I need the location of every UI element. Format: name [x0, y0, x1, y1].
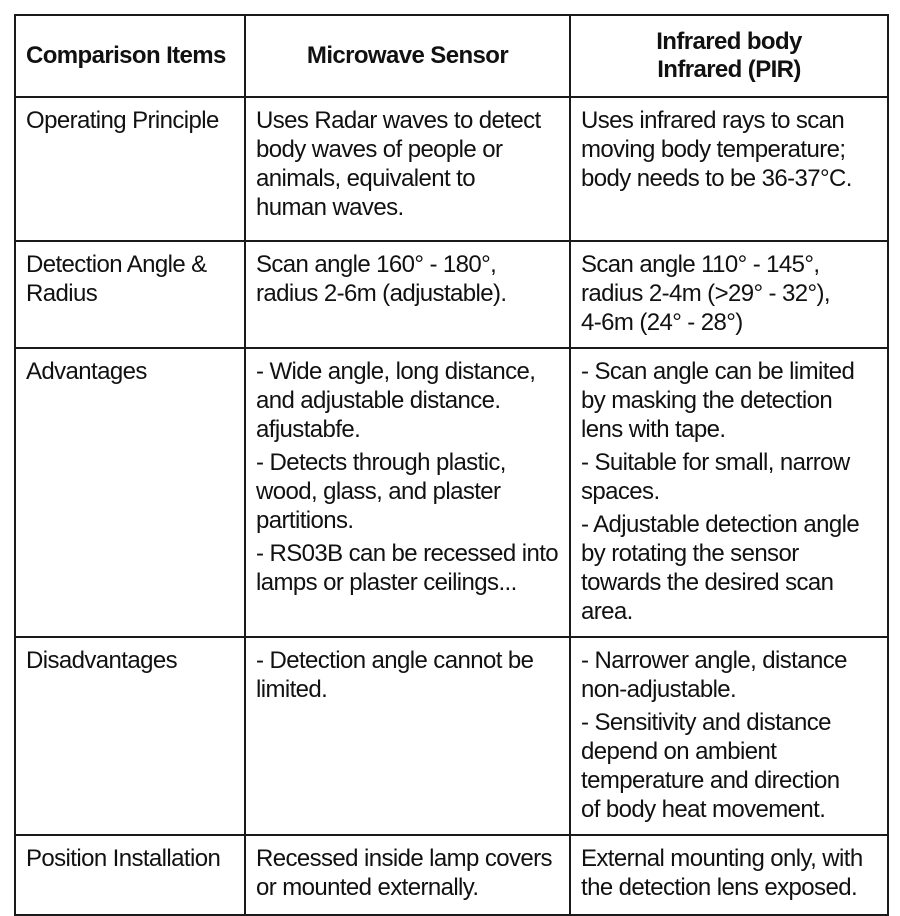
row-label-cell: [15, 241, 245, 348]
header-label: Comparison Items: [26, 42, 226, 69]
pir-cell: [570, 241, 888, 348]
cell-text: - Detects through plastic, wood, glass, and plaster partitions.: [256, 449, 506, 534]
table-row-position-installation: [15, 835, 888, 915]
table-row-operating-principle: [15, 97, 888, 241]
microwave-cell: [245, 348, 570, 637]
header-microwave-sensor: [245, 15, 570, 97]
microwave-cell: [245, 835, 570, 915]
cell-text: - Adjustable detection angle by rotating the sensor towards the desired scan area.: [581, 511, 860, 625]
cell-text: Uses infrared rays to scan moving body temperature; body needs to be 36-37°C.: [581, 107, 852, 192]
microwave-cell: [245, 97, 570, 241]
pir-cell: [570, 348, 888, 637]
table-header-row: [15, 15, 888, 97]
cell-text: - RS03B can be recessed into lamps or plaster ceilings...: [256, 540, 559, 596]
row-label: Disadvantages: [26, 647, 177, 674]
row-label-cell: [15, 97, 245, 241]
row-label-cell: [15, 637, 245, 835]
row-label-cell: [15, 348, 245, 637]
cell-text: - Narrower angle, distance non-adjustable.: [581, 647, 847, 703]
cell-text: - Sensitivity and distance depend on ambient temperature and direction of body heat movement.: [581, 709, 840, 823]
cell-text: Uses Radar waves to detect body waves of people or animals, equivalent to human waves.: [256, 107, 541, 221]
cell-text: - Wide angle, long distance, and adjustable distance. afjustabfe.: [256, 358, 536, 443]
row-label: Operating Principle: [26, 107, 219, 134]
header-pir-sensor: [570, 15, 888, 97]
cell-text: External mounting only, with the detection lens exposed.: [581, 845, 863, 901]
row-label: Position Installation: [26, 845, 221, 872]
microwave-cell: [245, 637, 570, 835]
header-label: Microwave Sensor: [306, 42, 509, 69]
cell-text: Scan angle 110° - 145°, radius 2-4m (>29° - 32°), 4-6m (24° - 28°): [581, 251, 830, 336]
comparison-table: [14, 14, 889, 916]
cell-text: - Detection angle cannot be limited.: [256, 647, 534, 703]
header-label: Infrared body Infrared (PIR): [656, 28, 802, 83]
cell-text: Recessed inside lamp covers or mounted externally.: [256, 845, 552, 901]
pir-cell: [570, 637, 888, 835]
cell-text: - Scan angle can be limited by masking the detection lens with tape.: [581, 358, 855, 443]
cell-text: Scan angle 160° - 180°, radius 2-6m (adjustable).: [256, 251, 507, 307]
pir-cell: [570, 97, 888, 241]
header-comparison-items: [15, 15, 245, 97]
row-label: Advantages: [26, 358, 147, 385]
row-label: Detection Angle & Radius: [26, 251, 207, 307]
comparison-table-container: [14, 14, 887, 901]
pir-cell: [570, 835, 888, 915]
table-row-detection-angle: [15, 241, 888, 348]
row-label-cell: [15, 835, 245, 915]
cell-text: - Suitable for small, narrow spaces.: [581, 449, 850, 505]
table-row-disadvantages: [15, 637, 888, 835]
microwave-cell: [245, 241, 570, 348]
table-row-advantages: [15, 348, 888, 637]
